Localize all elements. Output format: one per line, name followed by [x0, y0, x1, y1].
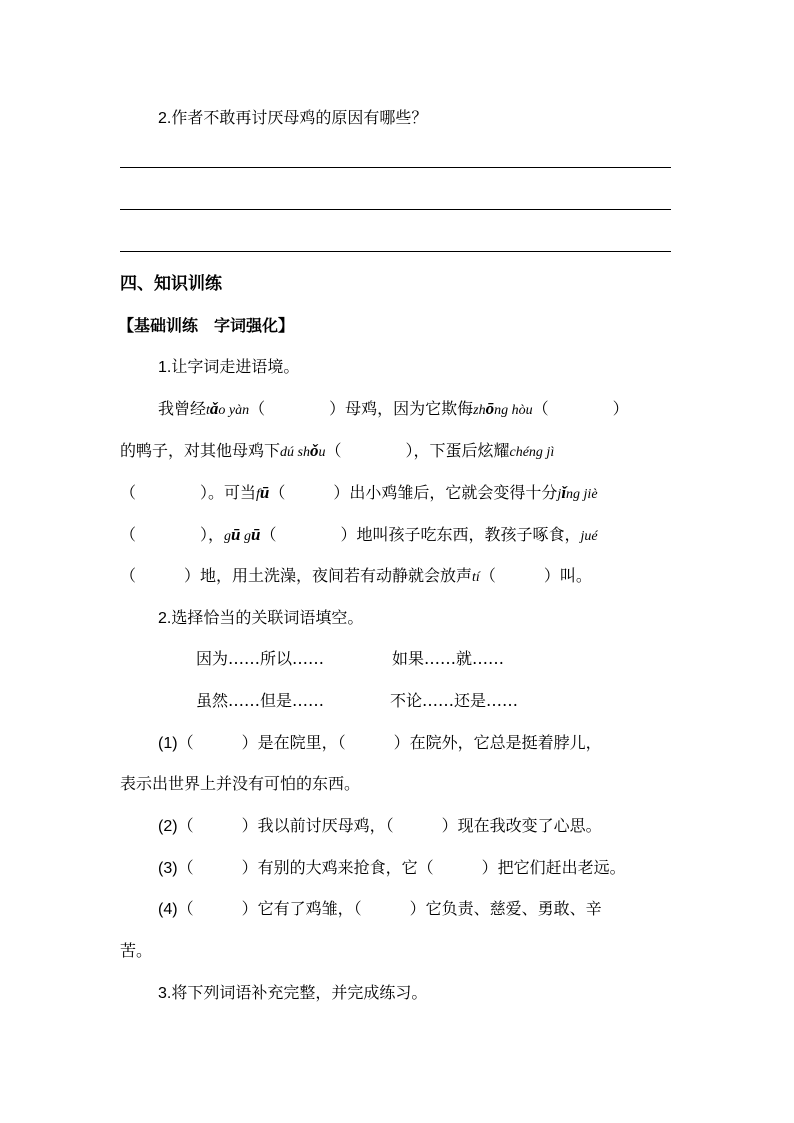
text-segment: ，下蛋后炫耀 [413, 441, 510, 460]
item-number: (4) [158, 901, 178, 918]
fill-blank[interactable]: （ ） [120, 483, 209, 502]
fill-blank[interactable]: （ ） [532, 399, 629, 418]
text-segment: ， [208, 525, 225, 544]
question-number: 2. [158, 110, 172, 127]
exercise-title: 选择恰当的关联词语填空。 [171, 608, 364, 627]
ex2-item-1 [158, 732, 602, 755]
text-segment: 它有了鸡雏， [257, 899, 354, 918]
exercise-number: 1. [158, 359, 172, 376]
text-segment: 的鸭子，对其他母鸡下 [120, 441, 281, 460]
fill-blank[interactable]: （ ） [479, 566, 560, 585]
fill-blank[interactable]: （ ） [353, 899, 426, 918]
pinyin: jǐng jiè [557, 483, 598, 502]
exercise-2-title [158, 607, 363, 630]
text-segment: 它负责、慈爱、勇敢、辛 [425, 899, 602, 918]
text-segment: 叫。 [559, 566, 592, 585]
text-segment: 地叫孩子吃东西，教孩子啄食， [356, 525, 581, 544]
text-segment: 地，用土洗澡，夜间若有动静就会放声 [200, 566, 473, 585]
ex1-paragraph-line-1 [158, 398, 629, 422]
text-segment: 在院外，它总是挺着脖儿， [409, 733, 602, 752]
exercise-1-title [158, 356, 299, 379]
ex2-item-1-continued: 表示出世界上并没有可怕的东西。 [120, 774, 361, 793]
exercise-title: 让字词走进语境。 [171, 357, 300, 376]
ex2-item-2 [158, 815, 602, 838]
text-segment: 是在院里， [257, 733, 338, 752]
exercise-number: 2. [158, 610, 172, 627]
fill-blank[interactable]: （ ） [120, 525, 209, 544]
subsection-label: 【基础训练 字词强化】 [118, 316, 295, 335]
text-segment: 现在我改变了心思。 [457, 816, 602, 835]
answer-line-3[interactable] [120, 251, 671, 252]
answer-line-1[interactable] [120, 167, 671, 168]
question-text: 作者不敢再讨厌母鸡的原因有哪些？ [171, 108, 428, 127]
fill-blank[interactable]: （ ） [417, 858, 498, 877]
ex2-item-3 [158, 857, 626, 880]
item-number: (3) [158, 860, 178, 877]
exercise-title: 将下列词语补充完整，并完成练习。 [171, 983, 428, 1002]
pinyin: jué [580, 529, 598, 544]
text-segment: 出小鸡雏后，它就会变得十分 [349, 483, 558, 502]
fill-blank[interactable]: （ ） [337, 733, 410, 752]
ex1-paragraph-line-3 [120, 482, 598, 506]
conjunction-option: 虽然……但是…… [196, 691, 325, 710]
pinyin: zhōng hòu [473, 399, 533, 418]
fill-blank[interactable]: （ ） [177, 899, 258, 918]
text-segment: 我以前讨厌母鸡， [257, 816, 386, 835]
ex1-paragraph-line-5 [120, 565, 592, 589]
pinyin: gū gū [224, 525, 261, 544]
text-segment: 。可当 [208, 483, 257, 502]
item-number: (2) [158, 818, 178, 835]
fill-blank[interactable]: （ ） [325, 441, 414, 460]
fill-blank[interactable]: （ ） [269, 483, 350, 502]
fill-blank[interactable]: （ ） [177, 733, 258, 752]
text-segment: 我曾经 [158, 399, 207, 418]
fill-blank[interactable]: （ ） [249, 399, 346, 418]
pinyin: tǎo yàn [206, 399, 250, 418]
conjunction-option: 如果……就…… [392, 649, 505, 668]
fill-blank[interactable]: （ ） [177, 816, 258, 835]
fill-blank[interactable]: （ ） [120, 566, 201, 585]
exercise-number: 3. [158, 985, 172, 1002]
ex2-item-4 [158, 898, 602, 921]
ex1-paragraph-line-2 [120, 440, 554, 464]
fill-blank[interactable]: （ ） [177, 858, 258, 877]
section-heading: 四、知识训练 [120, 274, 222, 294]
exercise-3-title [158, 982, 427, 1005]
fill-blank[interactable]: （ ） [385, 816, 458, 835]
text-segment: 母鸡，因为它欺侮 [345, 399, 474, 418]
question-2 [158, 107, 427, 130]
pinyin: fū [256, 483, 270, 502]
pinyin: dú shǒu [280, 441, 326, 460]
fill-blank[interactable]: （ ） [260, 525, 357, 544]
pinyin: chéng jì [509, 445, 555, 460]
ex1-paragraph-line-4 [120, 524, 598, 548]
ex2-item-4-continued: 苦。 [120, 941, 153, 960]
conjunction-option: 不论……还是…… [390, 691, 519, 710]
text-segment: 有别的大鸡来抢食，它 [257, 858, 418, 877]
text-segment: 把它们赶出老远。 [497, 858, 626, 877]
conjunction-option: 因为……所以…… [196, 649, 325, 668]
item-number: (1) [158, 735, 178, 752]
answer-line-2[interactable] [120, 209, 671, 210]
pinyin: tí [472, 570, 480, 585]
